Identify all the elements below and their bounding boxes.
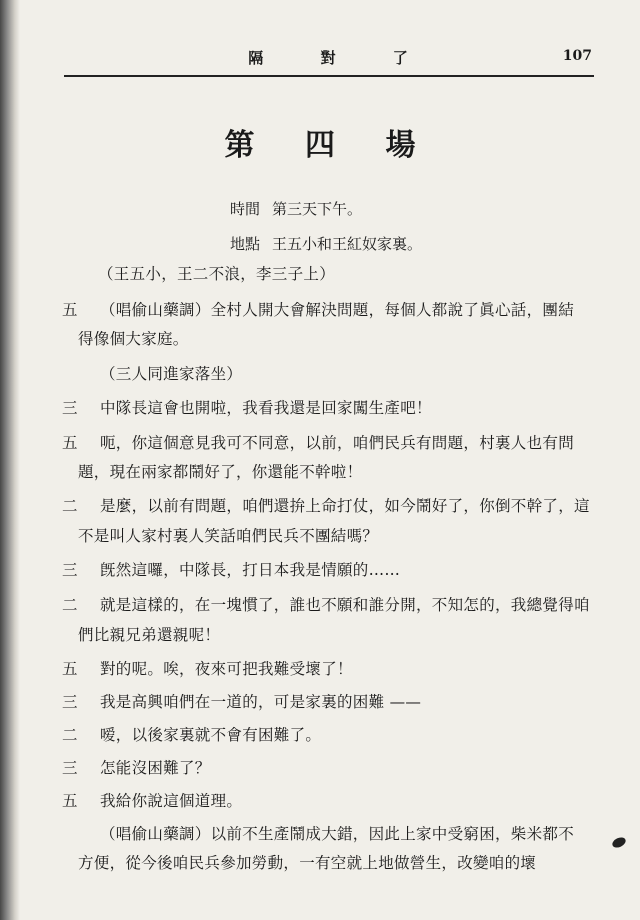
running-title-char: 了 (392, 49, 408, 67)
speaker-mark: 二 (62, 596, 78, 614)
dialogue-line: 是麼，以前有問題，咱們還拚上命打仗，如今鬧好了，你倒不幹了，這 (100, 497, 590, 515)
dialogue-line: 不是叫人家村裏人笑話咱們民兵不團結嗎？ (78, 527, 379, 545)
scene-heading (0, 120, 640, 164)
dialogue-line: 旣然這囉，中隊長，打日本我是情願的…… (100, 561, 401, 579)
place-label: 地點 (230, 235, 261, 253)
speaker-mark: 五 (62, 792, 78, 810)
dialogue-line: 就是這樣的，在一塊慣了，誰也不願和誰分開，不知怎的，我總覺得咱 (100, 596, 590, 614)
running-title-char: 對 (320, 49, 336, 67)
speaker-mark: 二 (62, 726, 78, 744)
speaker-mark: 五 (62, 434, 78, 452)
dialogue-line: 中隊長這會也開啦，我看我還是回家闖生產吧！ (100, 399, 432, 417)
scene-heading-char: 四 (305, 128, 335, 163)
running-title (60, 47, 596, 68)
dialogue-line: 我是高興咱們在一道的，可是家裏的困難 —— (100, 693, 422, 711)
header-rule (64, 75, 594, 77)
place-line (230, 233, 422, 254)
dialogue-line: 方便，從今後咱民兵參加勞動，一有空就上地做營生，改變咱的壞 (78, 854, 537, 872)
speaker-mark: 五 (62, 301, 78, 319)
speaker-mark: 五 (62, 660, 78, 678)
speaker-mark: 三 (62, 693, 78, 711)
place-value: 王五小和王紅奴家裏。 (272, 235, 423, 253)
dialogue-line: 嗳，以後家裏就不會有困難了。 (100, 726, 322, 744)
page-number: 107 (562, 48, 592, 64)
dialogue-line: 對的呢。唉，夜來可把我難受壞了！ (100, 660, 353, 678)
dialogue-line: 們比親兄弟還親呢！ (78, 626, 221, 644)
time-value: 第三天下午。 (272, 200, 363, 218)
running-title-char: 隔 (248, 49, 264, 67)
dialogue-line: 我給你說這個道理。 (100, 792, 243, 810)
scene-heading-char: 第 (224, 128, 255, 163)
dialogue-line: （三人同進家落坐） (100, 365, 243, 383)
ink-blot (611, 835, 627, 849)
dialogue-line: （唱偷山藥調）全村人開大會解決問題，每個人都說了眞心話，團結 (100, 301, 575, 319)
dialogue-line: 題，現在兩家都鬧好了，你還能不幹啦！ (78, 463, 363, 481)
dialogue-line: 怎能沒困難了？ (100, 759, 211, 777)
speaker-mark: 三 (62, 759, 78, 777)
time-line (230, 198, 362, 219)
scene-heading-char: 場 (385, 128, 416, 163)
running-header (60, 38, 596, 78)
dialogue-line: 得像個大家庭。 (78, 330, 189, 348)
speaker-mark: 三 (62, 399, 78, 417)
dialogue-line: 呃，你這個意見我可不同意，以前，咱們民兵有問題，村裏人也有問 (100, 434, 575, 452)
speaker-mark: 二 (62, 497, 78, 515)
dialogue-line: （唱偷山藥調）以前不生產鬧成大錯，因此上家中受窮困，柴米都不 (100, 825, 575, 843)
speaker-mark: 三 (62, 561, 78, 579)
time-label: 時間 (230, 200, 261, 218)
dialogue-line: （王五小，王二不浪，李三子上） (98, 265, 336, 283)
